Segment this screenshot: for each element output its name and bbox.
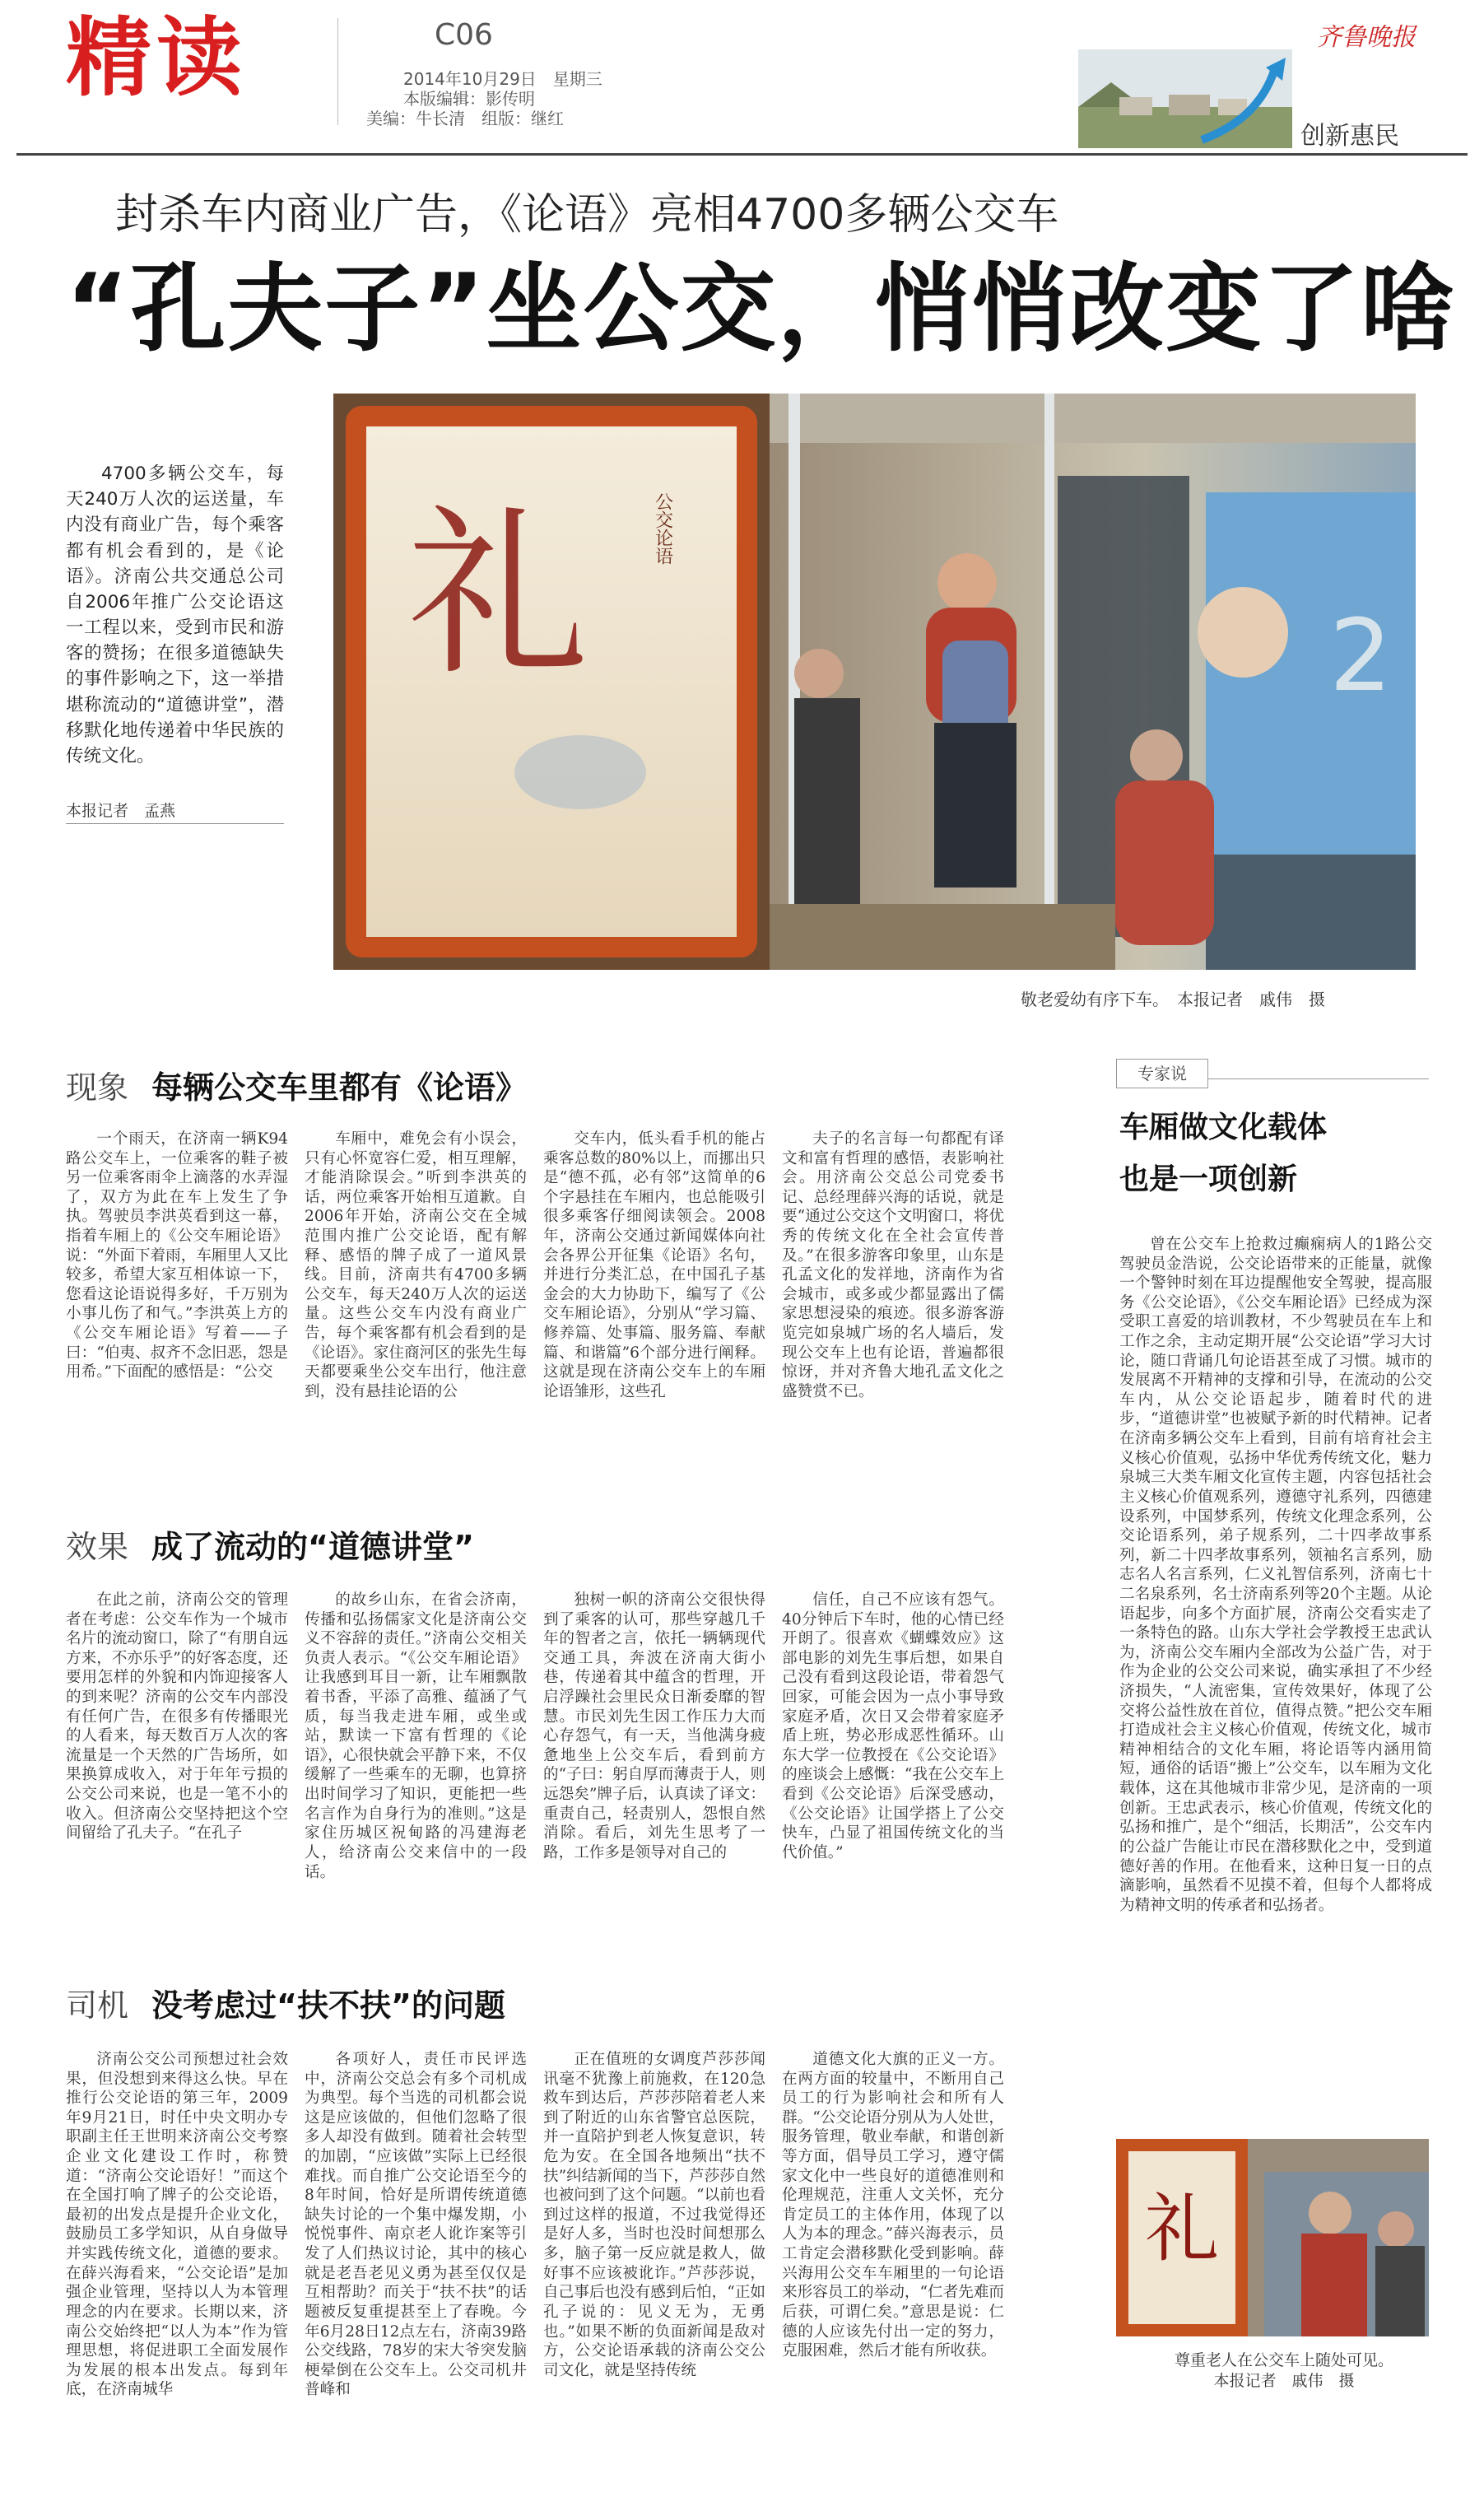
issue-date: 2014年10月29日 星期三: [403, 69, 602, 89]
main-headline: “孔夫子”坐公交，悄悄改变了啥: [66, 254, 1458, 365]
article-column: [543, 1130, 765, 1402]
lede-paragraph: [66, 461, 284, 769]
column-text: 车厢中，难免会有小误会，只有心怀宽容仁爱，相互理解，才能消除误会。”听到李洪英的话，两位乘客开始相互道歉。自2006年开始，济南公交在全城范围内推广公交论语，配有解释、感悟的牌子成了一道风景线。目前，济南共有4700多辆公交车，每天240万人次的运送量。这些公交车内没有商业广告，每个乘客都有机会看到的是《论语》。家住商河区的张先生每天都要乘坐公交车出行，他注意到，没有悬挂论语的公: [305, 1130, 527, 1400]
sign-vertical-title: 公交论语: [652, 492, 673, 565]
masthead-rule: [16, 153, 1468, 156]
svg-text:2: 2: [1329, 599, 1393, 714]
section-title: 没考虑过“扶不扶”的问题: [151, 1987, 505, 2024]
column-text: 独树一帜的济南公交很快得到了乘客的认可，那些穿越几千年的智者之言，依托一辆辆现代交通工具，奔波在济南大街小巷，传递着其中蕴含的哲理，开启浮躁社会里民众日渐委靡的智慧。市民刘先生因工作压力大而心存怨气，有一天，当他满身疲惫地坐上公交车后，看到前方的“子曰：躬自厚而薄责于人，则远怨矣”牌子后，认真读了译文：重责自己，轻责别人，怨恨自然消除。看后，刘先生思考了一路，工作多是领导对自己的: [543, 1591, 765, 1861]
column-text: 道德文化大旗的正义一方。在两方面的较量中，不断用自己员工的行为影响社会和所有人群。“公交论语分别从为人处世，服务管理，敬业奉献，和谐创新等方面，倡导员工学习，遵守儒家文化中一些良好的道德准则和伦理规范，注重人文关怀，充分肯定员工的主体作用，体现了以人为本的理念。”薛兴海表示，员工肯定会潜移默化受到影响。薛兴海用公交车车厢里的一句论语来形容员工的举动，“仁者先难而后获，可谓仁矣。”意思是说：仁德的人应该先付出一定的努力，克服困难，然后才能有所收获。: [782, 2051, 1004, 2360]
section-label: 现象: [66, 1069, 129, 1106]
section-label: 司机: [66, 1987, 129, 2024]
sign-character: 礼: [407, 489, 589, 700]
editor-credit: 本版编辑：影传明: [403, 89, 535, 109]
brand-slogan: 创新惠民: [1300, 122, 1399, 151]
newspaper-logo: 齐鲁晚报: [1317, 23, 1416, 52]
expert-body-text: 曾在公交车上抢救过癫痫病人的1路公交驾驶员金浩说，公交论语带来的正能量，就像一个警钟时刻在耳边提醒他安全驾驶，提高服务《公交论语》，《公交车厢论语》已经成为深受职工喜爱的培训教材，不少驾驶员在车上和工作之余，主动定期开展“公交论语”学习大讨论，随口背诵几句论语甚至成了习惯。城市的发展离不开精神的支撑和引导，在流动的公交车内，从公交论语起步，随着时代的进步，“道德讲堂”也被赋予新的时代精神。记者在济南多辆公交车上看到，目前有培育社会主义核心价值观，弘扬中华优秀传统文化，魅力泉城三大类车厢文化宣传主题，内容包括社会主义核心价值观系列，遵德守礼系列，四德建设系列，中国梦系列，传统文化理念系列，公交论语系列，弟子规系列，二十四孝故事系列，新二十四孝故事系列，领袖名言系列，励志名人名言系列，仁义礼智信系列，济南七十二名泉系列，名士济南系列等20个主题。从论语起步，向多个方面扩展，济南公交看实走了一条特色的路。山东大学社会学教授王忠武认为，济南公交车厢内全部改为公益广告，对于作为企业的公交公司来说，确实承担了不少经济损失，“人流密集，宣传效果好，体现了公交将公益性放在首位，值得点赞。”把公交车厢打造成社会主义核心价值观，传统文化，城市精神相结合的文化车厢，将论语等内涵用简短，通俗的话语“搬上”公交车，以车厢为文化载体，这在其他城市非常少见，是济南的一项创新。王忠武表示，核心价值观，传统文化的弘扬和推广，是个“细活，长期活”，公交车内的公益广告能让市民在潜移默化之中，受到道德好善的作用。在他看来，这种日复一日的点滴影响，虽然看不见摸不着，但每个人都将成为精神文明的传承者和弘扬者。: [1119, 1236, 1432, 1914]
article-column: [305, 1591, 527, 1882]
lede-text: 4700多辆公交车，每天240万人次的运送量，车内没有商业广告，每个乘客都有机会看到的，是《论语》。济南公共交通总公司自2006年推广公交论语这一工程以来，受到市民和游客的赞扬；在很多道德缺失的事件影响之下，这一举措堪称流动的“道德讲堂”，潜移默化地传递着中华民族的传统文化。: [66, 464, 284, 766]
article-column: [66, 1591, 288, 1843]
thumbnail-caption-line: 尊重老人在公交车上随处可见。: [1174, 2351, 1393, 2369]
article-column: [782, 1130, 1004, 1402]
main-photo: [333, 394, 1416, 970]
column-text: 一个雨天，在济南一辆K94路公交车上，一位乘客的鞋子被另一位乘客雨伞上滴落的水弄湿了，双方为此在车上发生了争执。驾驶员李洪英看到这一幕，指着车厢上的《公交车厢论语》说：“外面下着雨，车厢里人又比较多，希望大家互相体谅一下，您看这论语说得多好，千万别为小事儿伤了和气。”李洪英上方的《公交车厢论语》写着——子曰：“伯夷、叔齐不念旧恶，怨是用希。”下面配的感悟是：“公交: [66, 1130, 288, 1381]
thumbnail-photo-art: [1116, 2139, 1429, 2336]
article-column: [66, 1130, 288, 1382]
design-credit: 美编：牛长清 组版：继红: [366, 109, 564, 128]
column-text: 夫子的名言每一句都配有译文和富有哲理的感悟，表影响社会。用济南公交总公司党委书记、总经理薛兴海的话说，就是要“通过公交这个文明窗口，将优秀的传统文化在全社会宣传普及。”在很多游客印象里，山东是孔孟文化的发祥地，济南作为省会城市，或多或少都显露出了儒家思想浸染的痕迹。很多游客游览完如泉城广场的名人墙后，发现公交车上也有论语，普遍都很惊讶，并对齐鲁大地孔孟文化之盛赞赏不已。: [782, 1130, 1004, 1400]
article-column: [305, 2050, 527, 2400]
section-heading-phenomenon: [66, 1062, 527, 1107]
column-text: 济南公交公司预想过社会效果，但没想到来得这么快。早在推行公交论语的第三年，2009年9月21日，时任中央文明办专职副主任王世明来济南公交考察企业文化建设工作时，称赞道：“济南公交论语好！”而这个在全国打响了牌子的公交论语，最初的出发点是提升企业文化，鼓励员工多学知识，从自身做导并实践传统文化，道德的要求。在薛兴海看来，“公交论语”是加强企业管理，坚持以人为本管理理念的内在要求。长期以来，济南公交始终把“以人为本”作为管理思想，将促进职工全面发展作为发展的根本出发点。每到年底，在济南城华: [66, 2051, 288, 2399]
column-text: 各项好人，责任市民评选中，济南公交总会有多个司机成为典型。每个当选的司机都会说这是应该做的，但他们忽略了很多人却没有做到。随着社会转型的加剧，“应该做”实际上已经很难找。而自推广公交论语至今的8年时间，恰好是所谓传统道德缺失讨论的一个集中爆发期，小悦悦事件、南京老人讹诈案等引发了人们热议讨论，其中的核心就是老吾老见义勇为甚至仅仅是互相帮助？而关于“扶不扶”的话题被反复重提甚至上了春晚。今年6月28日12点左右，济南39路公交线路，78岁的宋大爷突发脑梗晕倒在公交车上。公交司机井普峰和: [305, 2051, 527, 2399]
page-number: C06: [435, 18, 493, 52]
section-title: 每辆公交车里都有《论语》: [151, 1069, 528, 1106]
article-column: [66, 2050, 288, 2400]
expert-tag: 专家说: [1116, 1059, 1208, 1088]
lede-rule: [66, 823, 284, 824]
column-text: 正在值班的女调度芦莎莎闻讯毫不犹豫上前施救，在120急救车到达后，芦莎莎陪着老人来到了附近的山东省警官总医院，并一直陪护到老人恢复意识，转危为安。在全国各地频出“扶不扶”纠结新闻的当下，芦莎莎自然也被问到了这个问题。“以前也看到过这样的报道，不过我觉得还是好人多，当时也没时间想那么多，脑子第一反应就是救人，做好事不应该被讹诈。”芦莎莎说，自己事后也没有感到后怕，“正如孔子说的：见义无为，无勇也。”如果不断的负面新闻是敌对方，公交论语承载的济南公交公司文化，就是坚持传统: [543, 2051, 765, 2379]
article-column: [543, 2050, 765, 2380]
column-text: 信任，自己不应该有怨气。40分钟后下车时，他的心情已经开朗了。很喜欢《蝴蝶效应》这部电影的刘先生事后想，如果自己没有看到这段论语，带着怨气回家，可能会因为一点小事导致家庭矛盾，次日又会带着家庭矛盾上班，势必形成恶性循环。山东大学一位教授在《公交论语》的座谈会上感慨：“我在公交车上看到《公交论语》后深受感动，《公交论语》让国学搭上了公交快车，凸显了祖国传统文化的当代价值。”: [782, 1591, 1004, 1861]
article-column: [782, 2050, 1004, 2361]
column-text: 的故乡山东，在省会济南，传播和弘扬儒家文化是济南公交义不容辞的责任。”济南公交相关负责人表示。“《公交车厢论语》让我感到耳目一新，让车厢飘散着书香，平添了高雅、蕴涵了气质，每当我走进车厢，或坐或站，默读一下富有哲理的《论语》，心很快就会平静下来，不仅缓解了一些乘车的无聊，也算挤出时间学习了知识，更能把一些名言作为自身行为的准则。”这是家住历城区祝甸路的冯建海老人，给济南公交来信中的一段话。: [305, 1591, 527, 1881]
masthead-divider: [337, 18, 338, 125]
section-heading-driver: [66, 1980, 505, 2025]
brand-banner-image: [1078, 49, 1292, 148]
article-column: [543, 1591, 765, 1863]
thumbnail-sign-character: 礼: [1145, 2186, 1219, 2272]
thumbnail-caption-credit: 本报记者 戚伟 摄: [1213, 2371, 1355, 2390]
column-text: 在此之前，济南公交的管理者在考虑：公交车作为一个城市名片的流动窗口，除了“有朋自远方来，不亦乐乎”的好客态度，还要用怎样的外貌和内饰迎接客人的到来呢？济南的公交车内部没有任何广告，在很多有传播眼光的人看来，每天数百万人次的客流量是一个天然的广告场所，如果换算成收入，对于年年亏损的公交公司来说，也是一笔不小的收入。但济南公交坚持把这个空间留给了孔夫子。“在孔子: [66, 1591, 288, 1842]
subheadline: 封杀车内商业广告，《论语》亮相4700多辆公交车: [115, 190, 1059, 240]
expert-body: [1119, 1235, 1432, 1915]
section-label: 效果: [66, 1529, 129, 1565]
expert-title: [1119, 1102, 1432, 1205]
article-column: [782, 1591, 1004, 1863]
section-logo: 精读: [66, 7, 248, 108]
lede-byline: 本报记者 孟燕: [66, 802, 176, 820]
expert-title-line: 也是一项创新: [1119, 1162, 1298, 1196]
column-text: 交车内，低头看手机的能占乘客总数的80%以上，而挪出只是“德不孤，必有邻”这简单的6个字悬挂在车厢内，也总能吸引很多乘客仔细阅读领会。2008年，济南公交通过新闻媒体向社会各界公开征集《论语》名句，并进行分类汇总，在中国孔子基金会的大力协助下，编写了《公交车厢论语》，分别从“学习篇、修养篇、处事篇、服务篇、奉献篇、和谐篇”6个部分进行阐释。这就是现在济南公交车上的车厢论语雏形，这些孔: [543, 1130, 765, 1400]
section-title: 成了流动的“道德讲堂”: [151, 1529, 474, 1565]
thumbnail-caption: [1152, 2350, 1416, 2391]
bus-interior-photo: [333, 394, 1416, 970]
expert-title-line: 车厢做文化载体: [1119, 1111, 1328, 1144]
photo-caption: 敬老爱幼有序下车。 本报记者 戚伟 摄: [1021, 990, 1325, 1009]
article-column: [305, 1130, 527, 1402]
thumbnail-photo: [1116, 2139, 1429, 2336]
section-heading-effect: [66, 1521, 474, 1567]
